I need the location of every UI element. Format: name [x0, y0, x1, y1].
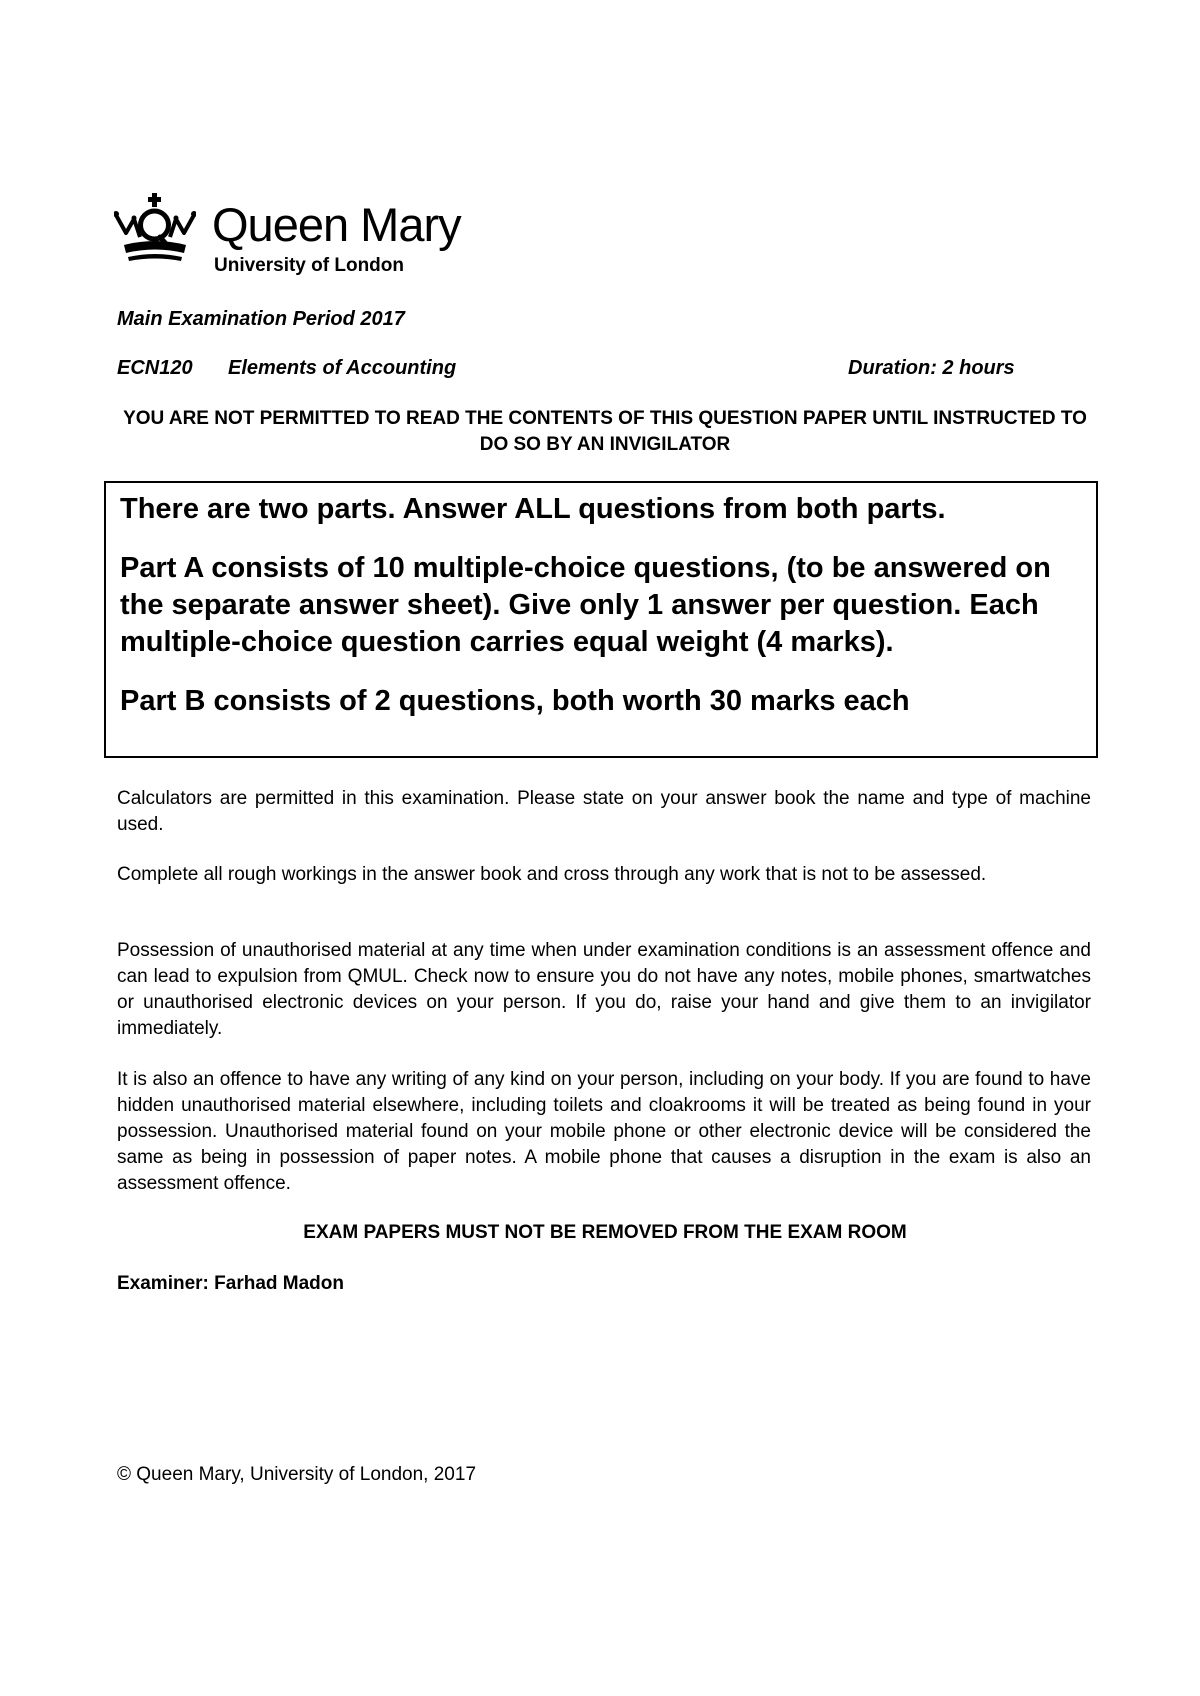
university-logo	[114, 193, 464, 283]
exam-duration: Duration: 2 hours	[848, 357, 1015, 379]
instruction-part-a: Part A consists of 10 multiple-choice questions, (to be answered on the separate answer sheet). Give only 1 answer per question. Each multiple-choice question carries equal weight (4 marks).	[120, 552, 1051, 658]
logo-name: Queen Mary	[212, 198, 461, 251]
instruction-parts: There are two parts. Answer ALL questions from both parts.	[120, 493, 946, 525]
instructions-box	[104, 481, 1098, 758]
copyright-notice: © Queen Mary, University of London, 2017	[117, 1464, 477, 1485]
exam-period: Main Examination Period 2017	[117, 308, 405, 330]
crown-crest-icon	[114, 193, 196, 265]
read-warning: YOU ARE NOT PERMITTED TO READ THE CONTENTS OF THIS QUESTION PAPER UNTIL INSTRUCTED TO DO SO BY AN INVIGILATOR	[123, 408, 1087, 455]
calculators-paragraph: Calculators are permitted in this examination. Please state on your answer book the name and type of machine used.	[117, 788, 1091, 835]
remove-papers-note: EXAM PAPERS MUST NOT BE REMOVED FROM THE EXAM ROOM	[303, 1222, 907, 1243]
logo-subtitle: University of London	[214, 255, 404, 276]
course-code: ECN120	[117, 357, 193, 379]
examiner-name: Examiner: Farhad Madon	[117, 1273, 344, 1294]
instruction-part-b: Part B consists of 2 questions, both worth 30 marks each	[120, 685, 910, 717]
unauthorised-material-paragraph: Possession of unauthorised material at any time when under examination conditions is an assessment offence and can lead to expulsion from QMUL. Check now to ensure you do not have any notes, mobile phones, smartwatches or unauthorised electronic devices on your person. If you do, raise your hand and give them to an invigilator immediately.	[117, 940, 1091, 1039]
writing-offence-paragraph: It is also an offence to have any writing of any kind on your person, including on your body. If you are found to have hidden unauthorised material elsewhere, including toilets and cloakrooms it will be treated as being found in your possession. Unauthorised material found on your mobile phone or other electronic device will be considered the same as being in possession of paper notes. A mobile phone that causes a disruption in the exam is also an assessment offence.	[117, 1069, 1091, 1194]
course-title: Elements of Accounting	[228, 357, 457, 379]
rough-work-paragraph: Complete all rough workings in the answer book and cross through any work that is not to be assessed.	[117, 864, 987, 885]
